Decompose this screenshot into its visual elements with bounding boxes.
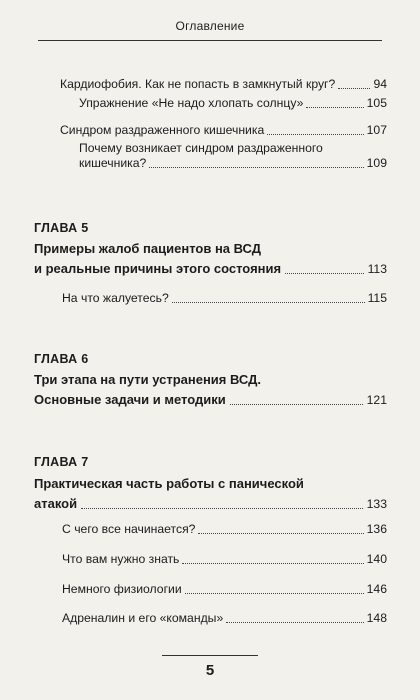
toc-subentry[interactable] — [0, 552, 420, 567]
chapter-title[interactable] — [34, 370, 387, 410]
chapter-title-line2: и реальные причины этого состояния — [34, 261, 282, 276]
toc-entry-title: Кардиофобия. Как не попасть в замкнутый круг? — [60, 77, 336, 91]
toc-entry-page: 105 — [366, 96, 387, 110]
dot-leader — [172, 301, 365, 303]
chapter-label: ГЛАВА 7 — [34, 455, 89, 469]
dot-leader — [81, 507, 363, 509]
toc-entry[interactable] — [0, 123, 420, 138]
dot-leader — [306, 106, 363, 108]
toc-subentry[interactable] — [0, 611, 420, 626]
chapter-label: ГЛАВА 5 — [34, 221, 89, 235]
toc-entry-title: Что вам нужно знать — [62, 552, 180, 566]
toc-entry-title-line1: Почему возникает синдром раздраженного — [79, 141, 323, 155]
dot-leader — [226, 621, 363, 623]
chapter-page: 121 — [366, 393, 387, 407]
toc-entry-title-line2: кишечника? — [79, 156, 147, 170]
chapter-title[interactable] — [34, 239, 387, 279]
toc-entry-page: 140 — [366, 552, 387, 566]
dot-leader — [338, 87, 370, 89]
toc-entry-page: 94 — [373, 77, 387, 91]
chapter-label: ГЛАВА 6 — [34, 352, 89, 366]
page-number: 5 — [205, 662, 215, 679]
chapter-title-line2: Основные задачи и методики — [34, 392, 226, 407]
chapter-title-line1: Практическая часть работы с панической — [34, 476, 304, 491]
toc-entry-title: С чего все начинается? — [62, 522, 196, 536]
toc-subentry[interactable] — [0, 291, 420, 306]
footer-rule — [162, 655, 258, 656]
toc-subentry[interactable] — [0, 141, 420, 171]
toc-entry-page: 109 — [366, 156, 387, 170]
toc-subentry[interactable] — [0, 96, 420, 111]
chapter-page: 113 — [367, 262, 387, 276]
chapter-title-line1: Три этапа на пути устранения ВСД. — [34, 372, 261, 387]
dot-leader — [182, 562, 363, 564]
toc-subentry[interactable] — [0, 582, 420, 597]
toc-entry[interactable] — [0, 77, 420, 92]
running-header: Оглавление — [175, 19, 245, 33]
toc-subentry[interactable] — [0, 522, 420, 537]
toc-entry-page: 146 — [366, 582, 387, 596]
dot-leader — [267, 133, 363, 135]
toc-entry-title: На что жалуетесь? — [62, 291, 169, 305]
toc-entry-page: 115 — [367, 291, 387, 305]
toc-entry-title: Адреналин и его «команды» — [62, 611, 224, 625]
chapter-title-line2: атакой — [34, 496, 78, 511]
toc-entry-title: Немного физиологии — [62, 582, 182, 596]
chapter-title[interactable] — [34, 474, 387, 514]
toc-entry-title: Упражнение «Не надо хлопать солнцу» — [79, 96, 304, 110]
chapter-page: 133 — [366, 497, 387, 511]
toc-entry-title: Синдром раздраженного кишечника — [60, 123, 265, 137]
dot-leader — [230, 403, 363, 405]
dot-leader — [149, 166, 363, 168]
dot-leader — [198, 532, 363, 534]
toc-entry-page: 107 — [366, 123, 387, 137]
dot-leader — [185, 592, 364, 594]
toc-entry-page: 148 — [366, 611, 387, 625]
toc-entry-page: 136 — [366, 522, 387, 536]
chapter-title-line1: Примеры жалоб пациентов на ВСД — [34, 241, 262, 256]
dot-leader — [285, 272, 363, 274]
